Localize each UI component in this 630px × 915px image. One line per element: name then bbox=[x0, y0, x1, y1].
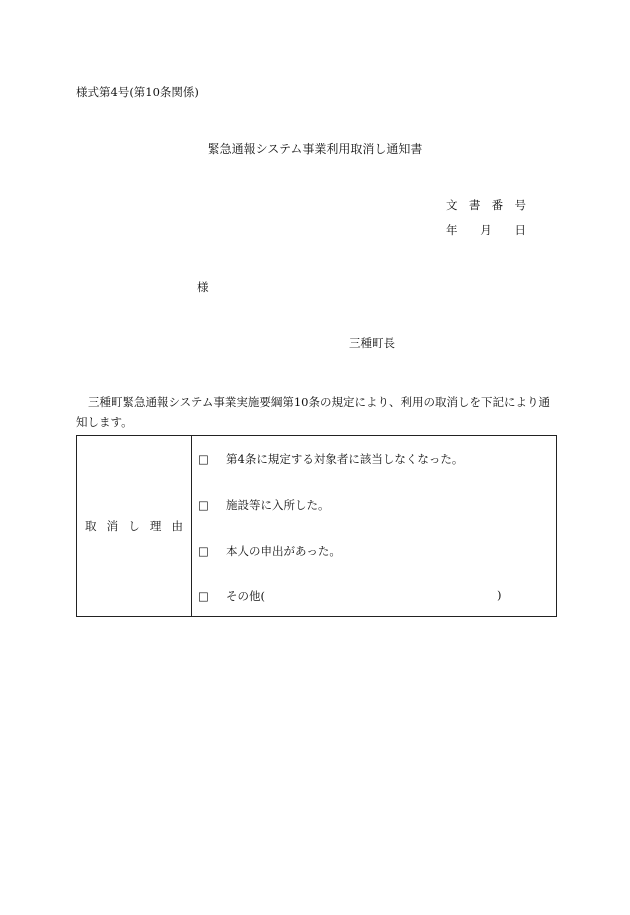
sender-title: 三種町長 bbox=[349, 336, 395, 350]
date-label bbox=[446, 224, 526, 238]
reason-label-char: 由 bbox=[171, 519, 183, 533]
checkbox[interactable]: □ bbox=[198, 589, 209, 603]
reason-label-char: 取 bbox=[85, 519, 97, 533]
body-text: 三種町緊急通報システム事業実施要綱第10条の規定により、利用の取消しを下記により通知します。 bbox=[76, 395, 550, 429]
reason-option bbox=[198, 588, 265, 604]
checkbox[interactable]: □ bbox=[198, 498, 209, 512]
reason-label-cell bbox=[77, 436, 192, 617]
document-number-label bbox=[446, 199, 526, 213]
year-char: 年 bbox=[446, 223, 458, 237]
form-number: 様式第4号(第10条関係) bbox=[76, 85, 199, 99]
reason-option bbox=[198, 451, 463, 467]
day-char: 日 bbox=[514, 223, 526, 237]
reason-option bbox=[198, 497, 330, 513]
reason-label-char: し bbox=[128, 519, 140, 533]
addressee-suffix: 様 bbox=[197, 280, 209, 294]
checkbox[interactable]: □ bbox=[198, 452, 209, 466]
checkbox[interactable]: □ bbox=[198, 544, 209, 558]
reason-option-label: その他( bbox=[226, 589, 265, 603]
doc-number-char: 書 bbox=[468, 198, 481, 212]
reason-label-char: 理 bbox=[149, 519, 162, 533]
reason-table bbox=[76, 435, 557, 617]
reason-label-char: 消 bbox=[106, 519, 119, 533]
doc-number-char: 号 bbox=[514, 198, 526, 212]
reason-option-label: 第4条に規定する対象者に該当しなくなった。 bbox=[226, 452, 464, 466]
reason-option bbox=[198, 543, 341, 559]
document-title: 緊急通報システム事業利用取消し通知書 bbox=[207, 142, 423, 156]
reason-options-cell bbox=[192, 436, 557, 617]
other-close-paren: ) bbox=[497, 588, 502, 602]
doc-number-char: 番 bbox=[491, 198, 504, 212]
reason-option-label: 本人の申出があった。 bbox=[226, 544, 341, 558]
doc-number-char: 文 bbox=[446, 198, 458, 212]
reason-option-label: 施設等に入所した。 bbox=[226, 498, 330, 512]
month-char: 月 bbox=[480, 223, 492, 237]
